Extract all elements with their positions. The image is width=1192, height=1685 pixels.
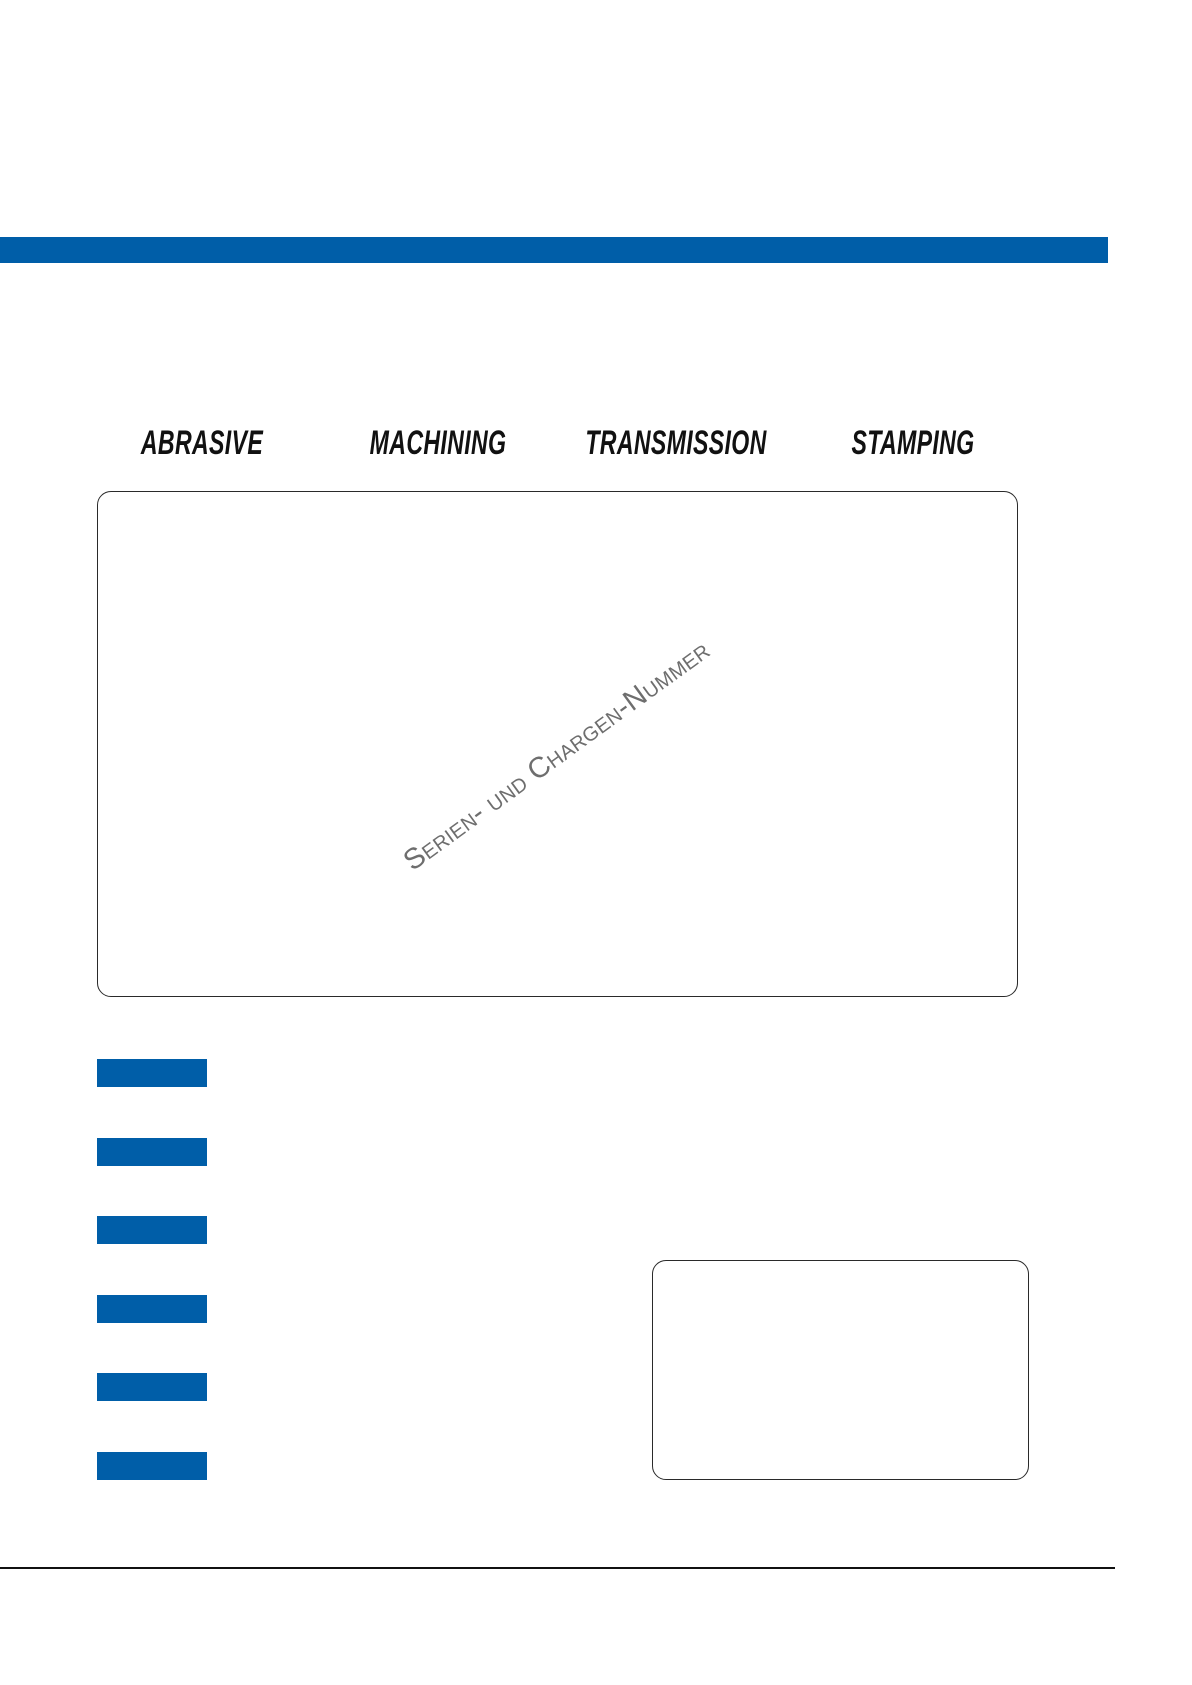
category-stamping: STAMPING xyxy=(851,424,975,462)
label-bar-3 xyxy=(97,1216,207,1244)
label-bar-5 xyxy=(97,1373,207,1401)
label-bar-2 xyxy=(97,1138,207,1166)
header-accent-band xyxy=(0,237,1108,263)
label-bar-1 xyxy=(97,1059,207,1087)
category-machining: MACHINING xyxy=(369,424,507,462)
label-bar-6 xyxy=(97,1452,207,1480)
label-bar-4 xyxy=(97,1295,207,1323)
category-transmission: TRANSMISSION xyxy=(585,424,767,462)
footer-rule xyxy=(0,1567,1115,1569)
category-abrasive: ABRASIVE xyxy=(140,424,264,462)
note-box xyxy=(652,1260,1029,1480)
serial-batch-number-box xyxy=(97,491,1018,997)
serial-batch-watermark: Serien- und Chargen-Nummer xyxy=(397,633,716,878)
